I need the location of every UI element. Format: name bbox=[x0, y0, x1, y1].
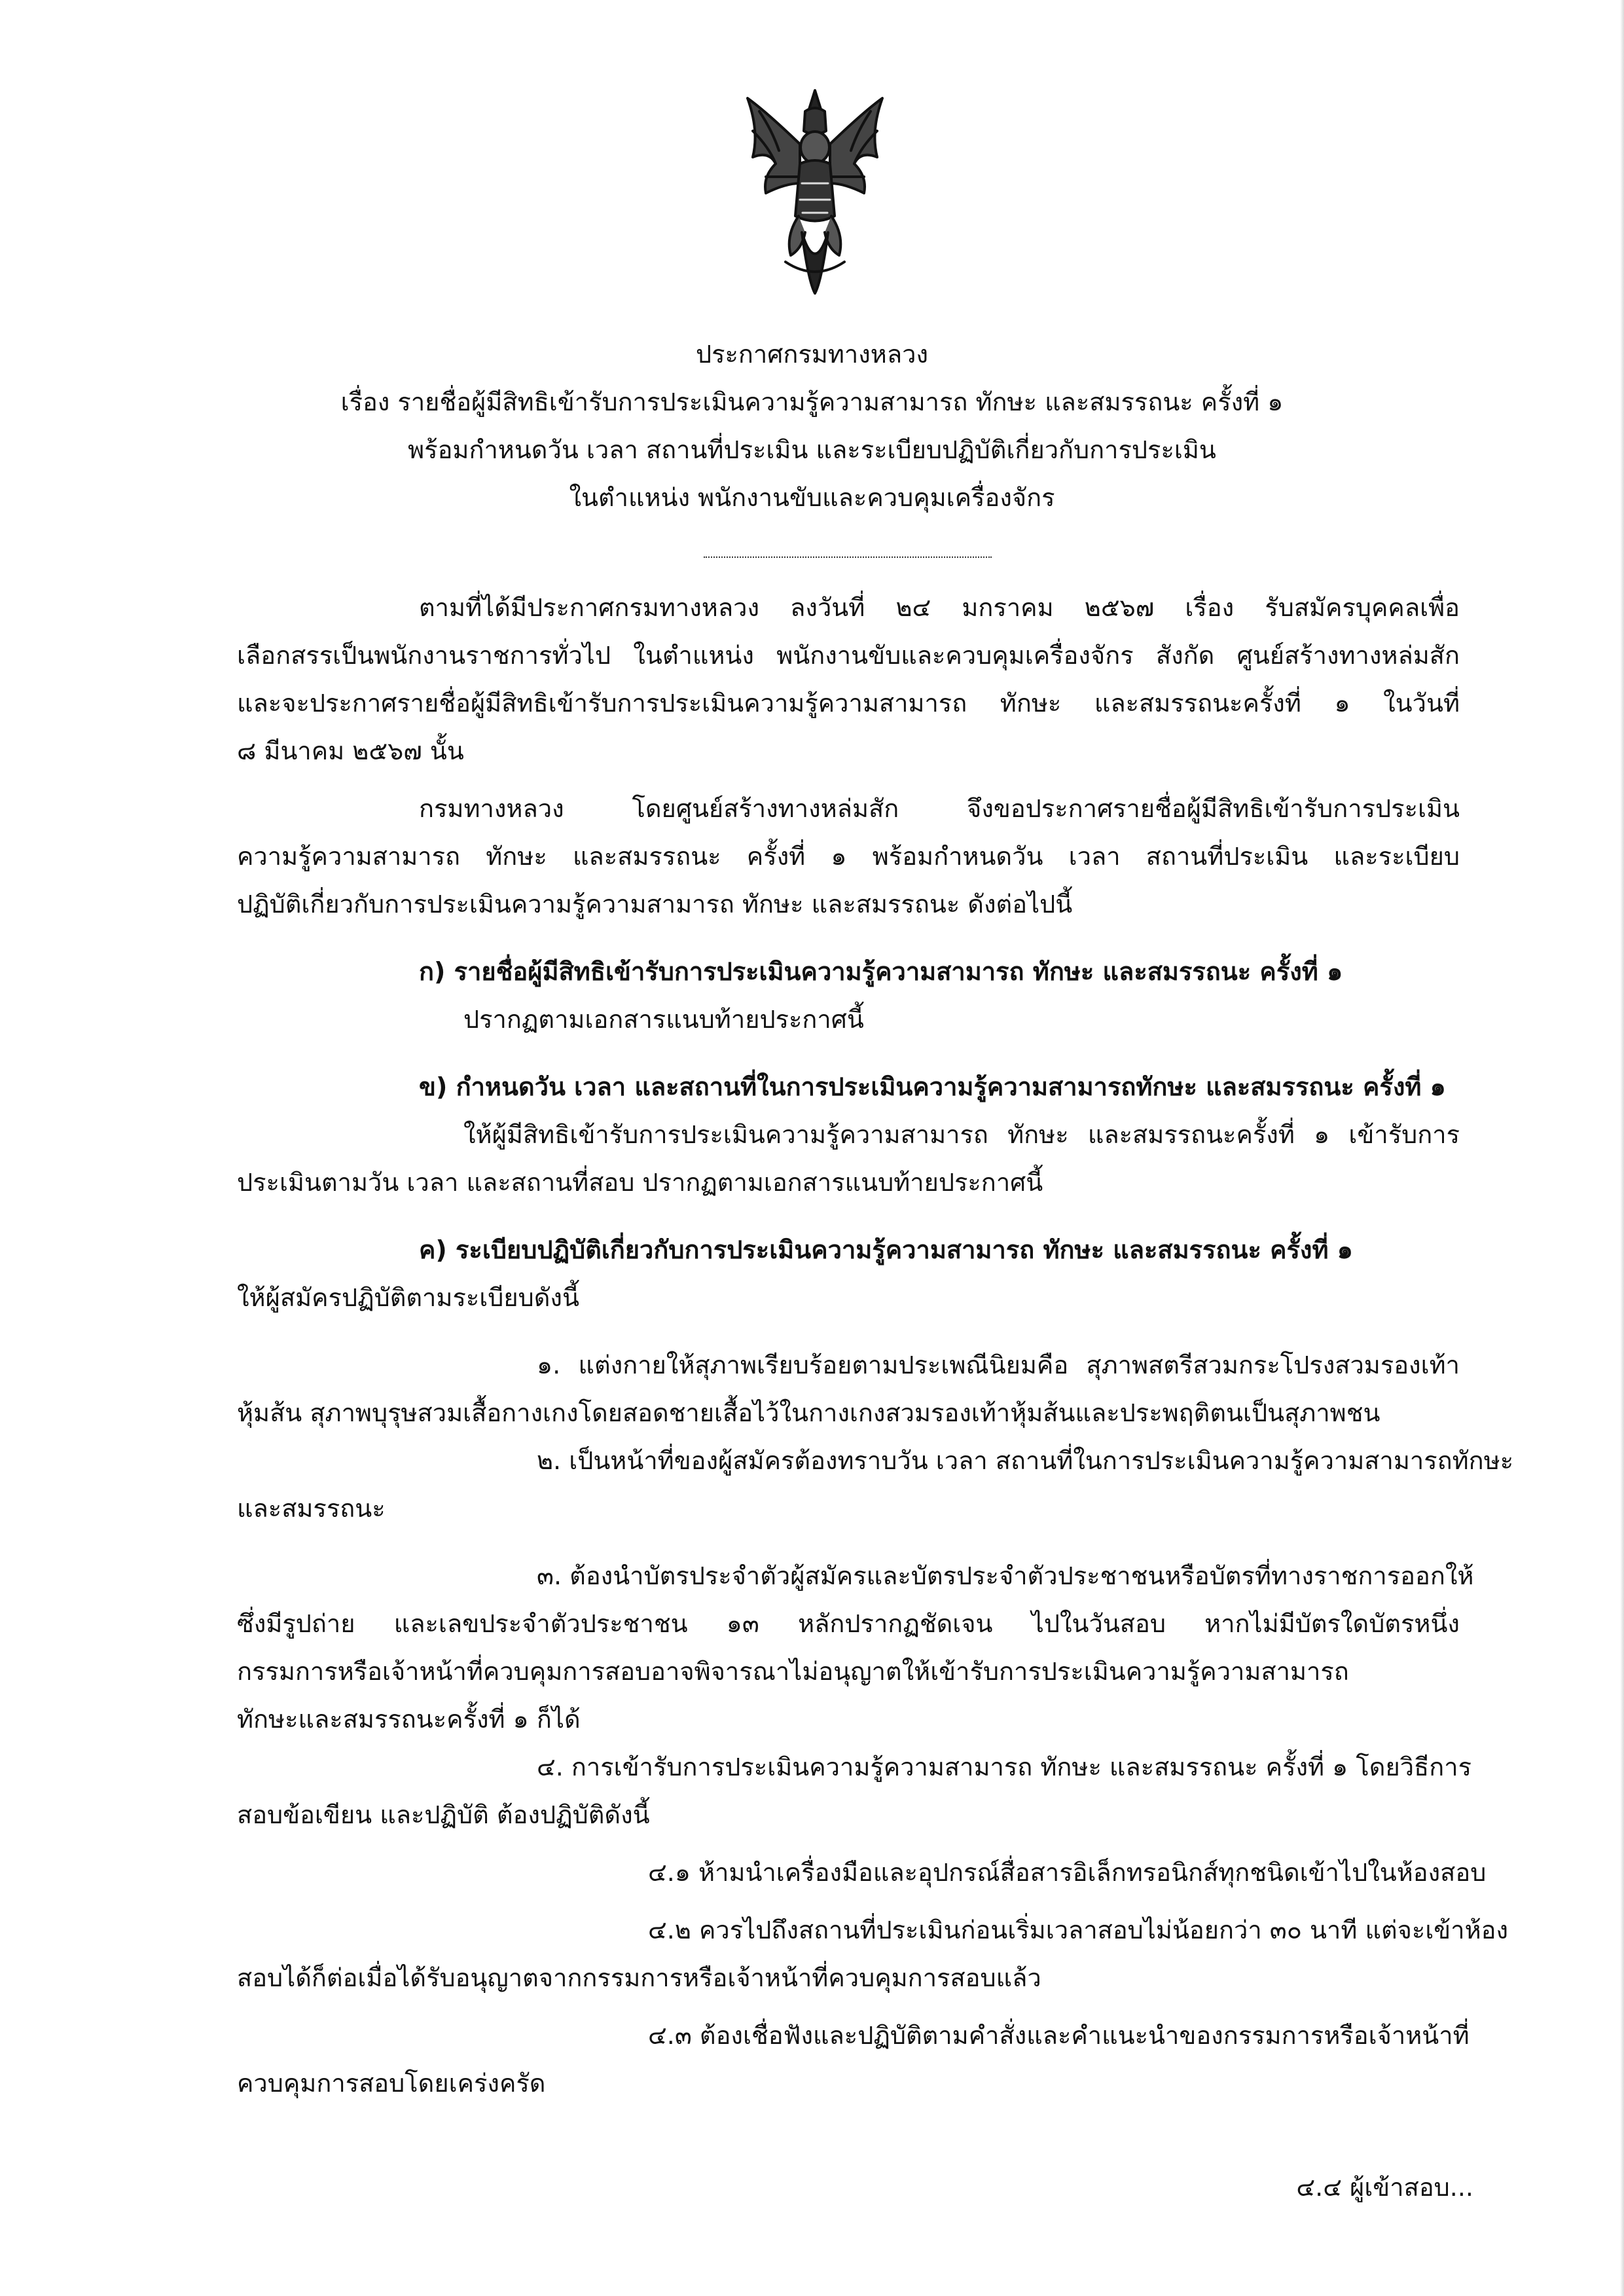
item-4-3-line-1: ๔.๓ ต้องเชื่อฟังและปฏิบัติตามคำสั่งและคำแนะนำของกรรมการหรือเจ้าหน้าที่ bbox=[648, 2021, 1470, 2050]
divider bbox=[704, 556, 992, 558]
para2-line-3: ปฏิบัติเกี่ยวกับการประเมินความรู้ความสามารถ ทักษะ และสมรรถนะ ดังต่อไปนี้ bbox=[237, 890, 1073, 919]
subject-line-3: ในตำแหน่ง พนักงานขับและควบคุมเครื่องจักร bbox=[569, 483, 1055, 512]
section-b-line-2: ประเมินตามวัน เวลา และสถานที่สอบ ปรากฏตามเอกสารแนบท้ายประกาศนี้ bbox=[237, 1168, 1043, 1197]
para1-line-4: ๘ มีนาคม ๒๕๖๗ นั้น bbox=[237, 737, 464, 765]
item-3-line-3: กรรมการหรือเจ้าหน้าที่ควบคุมการสอบอาจพิจารณาไม่อนุญาตให้เข้ารับการประเมินความรู้ความสามารถ bbox=[237, 1657, 1349, 1686]
item-2-line-2: และสมรรถนะ bbox=[237, 1494, 386, 1523]
subject-line-1: เรื่อง รายชื่อผู้มีสิทธิเข้ารับการประเมินความรู้ความสามารถ ทักษะ และสมรรถนะ ครั้งที่ ๑ bbox=[340, 388, 1284, 416]
announcement-title: ประกาศกรมทางหลวง bbox=[695, 340, 929, 369]
section-c-intro: ให้ผู้สมัครปฏิบัติตามระเบียบดังนี้ bbox=[237, 1283, 579, 1312]
section-a-title: ก) รายชื่อผู้มีสิทธิเข้ารับการประเมินความรู้ความสามารถ ทักษะ และสมรรถนะ ครั้งที่ ๑ bbox=[419, 957, 1343, 986]
item-4-2-line-2: สอบได้ก็ต่อเมื่อได้รับอนุญาตจากกรรมการหรือเจ้าหน้าที่ควบคุมการสอบแล้ว bbox=[237, 1963, 1041, 1992]
item-1-line-2: หุ้มส้น สุภาพบุรุษสวมเสื้อกางเกงโดยสอดชายเสื้อไว้ในกางเกงสวมรองเท้าหุ้มส้นและประพฤติตนเป็นสุภาพชน bbox=[237, 1398, 1380, 1427]
section-c-title: ค) ระเบียบปฏิบัติเกี่ยวกับการประเมินความรู้ความสามารถ ทักษะ และสมรรถนะ ครั้งที่ ๑ bbox=[419, 1235, 1353, 1264]
item-4-line-1: ๔. การเข้ารับการประเมินความรู้ความสามารถ ทักษะ และสมรรถนะ ครั้งที่ ๑ โดยวิธีการ bbox=[537, 1753, 1472, 1781]
para1-line-3: และจะประกาศรายชื่อผู้มีสิทธิเข้ารับการประเมินความรู้ความสามารถ ทักษะ และสมรรถนะครั้งที่ ๑ ในวันที่ bbox=[237, 689, 1460, 718]
item-4-1: ๔.๑ ห้ามนำเครื่องมือและอุปกรณ์สื่อสารอิเล็กทรอนิกส์ทุกชนิดเข้าไปในห้องสอบ bbox=[648, 1858, 1487, 1887]
item-3-line-1: ๓. ต้องนำบัตรประจำตัวผู้สมัครและบัตรประจำตัวประชาชนหรือบัตรที่ทางราชการออกให้ bbox=[537, 1561, 1474, 1590]
continuation-marker: ๔.๔ ผู้เข้าสอบ... bbox=[1296, 2173, 1473, 2202]
para1-line-1: ตามที่ได้มีประกาศกรมทางหลวง ลงวันที่ ๒๔ มกราคม ๒๕๖๗ เรื่อง รับสมัครบุคคลเพื่อ bbox=[419, 593, 1460, 622]
item-1-line-1: ๑. แต่งกายให้สุภาพเรียบร้อยตามประเพณีนิยมคือ สุภาพสตรีสวมกระโปรงสวมรองเท้า bbox=[537, 1351, 1460, 1379]
para2-line-2: ความรู้ความสามารถ ทักษะ และสมรรถนะ ครั้งที่ ๑ พร้อมกำหนดวัน เวลา สถานที่ประเมิน และระเบียบ bbox=[237, 842, 1460, 871]
item-3-line-4: ทักษะและสมรรถนะครั้งที่ ๑ ก็ได้ bbox=[237, 1705, 581, 1734]
para1-line-2: เลือกสรรเป็นพนักงานราชการทั่วไป ในตำแหน่ง พนักงานขับและควบคุมเครื่องจักร สังกัด ศูนย์สร้างทางหล่มสัก bbox=[237, 641, 1460, 670]
item-4-line-2: สอบข้อเขียน และปฏิบัติ ต้องปฏิบัติดังนี้ bbox=[237, 1800, 650, 1829]
section-a-text: ปรากฏตามเอกสารแนบท้ายประกาศนี้ bbox=[463, 1005, 864, 1034]
item-2-line-1: ๒. เป็นหน้าที่ของผู้สมัครต้องทราบวัน เวลา สถานที่ในการประเมินความรู้ความสามารถทักษะ bbox=[537, 1446, 1514, 1475]
section-b-line-1: ให้ผู้มีสิทธิเข้ารับการประเมินความรู้ความสามารถ ทักษะ และสมรรถนะครั้งที่ ๑ เข้ารับการ bbox=[463, 1120, 1460, 1149]
item-4-2-line-1: ๔.๒ ควรไปถึงสถานที่ประเมินก่อนเริ่มเวลาสอบไม่น้อยกว่า ๓๐ นาที แต่จะเข้าห้อง bbox=[648, 1916, 1509, 1944]
section-b-title: ข) กำหนดวัน เวลา และสถานที่ในการประเมินความรู้ความสามารถทักษะ และสมรรถนะ ครั้งที่ ๑ bbox=[419, 1072, 1446, 1101]
item-4-3-line-2: ควบคุมการสอบโดยเคร่งครัด bbox=[237, 2069, 546, 2098]
subject-line-2: พร้อมกำหนดวัน เวลา สถานที่ประเมิน และระเบียบปฏิบัติเกี่ยวกับการประเมิน bbox=[408, 435, 1216, 464]
garuda-emblem-icon bbox=[740, 85, 890, 301]
item-3-line-2: ซึ่งมีรูปถ่าย และเลขประจำตัวประชาชน ๑๓ หลักปรากฏชัดเจน ไปในวันสอบ หากไม่มีบัตรใดบัตรหนึ่ง bbox=[237, 1609, 1460, 1638]
para2-line-1: กรมทางหลวง โดยศูนย์สร้างทางหล่มสัก จึงขอประกาศรายชื่อผู้มีสิทธิเข้ารับการประเมิน bbox=[419, 794, 1460, 823]
